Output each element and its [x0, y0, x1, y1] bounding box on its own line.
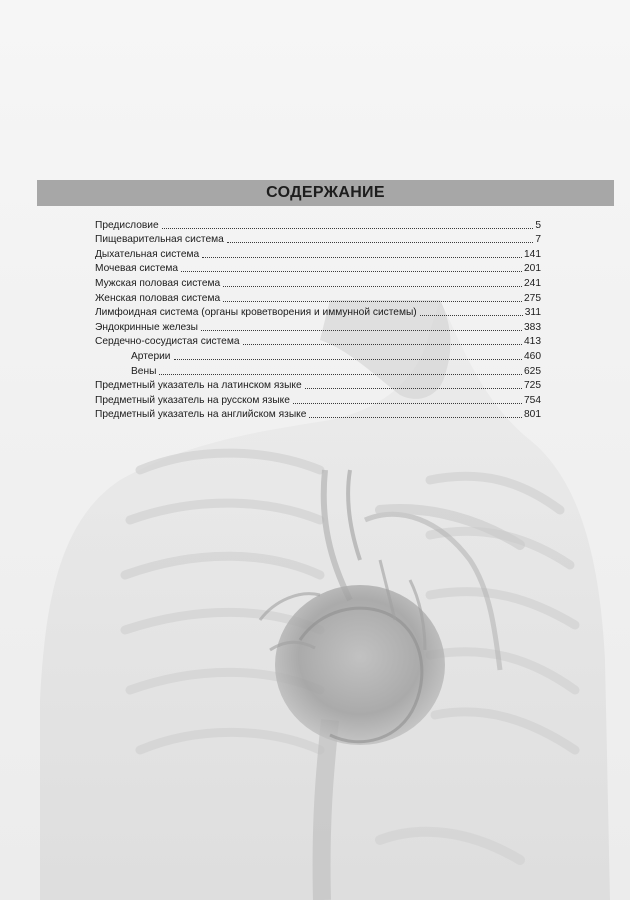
toc-leader-dots [227, 242, 534, 243]
toc-entry[interactable] [95, 407, 541, 422]
toc-leader-dots [305, 388, 522, 389]
toc-entry-label: Лимфоидная система (органы кроветворения и иммунной системы) [95, 307, 417, 319]
toc-entry[interactable] [95, 275, 541, 290]
toc-entry-page: 275 [524, 292, 541, 304]
toc-entry-page: 725 [524, 380, 541, 392]
toc-entry[interactable] [95, 334, 541, 349]
toc-entry[interactable] [95, 246, 541, 261]
toc-leader-dots [223, 301, 522, 302]
toc-entry-label: Вены [131, 365, 157, 377]
toc-entry-label: Сердечно-сосудистая система [95, 336, 240, 348]
toc-entry-page: 141 [524, 248, 541, 260]
toc-title: СОДЕРЖАНИЕ [266, 184, 385, 201]
toc-entry-page: 413 [524, 336, 541, 348]
toc-leader-dots [159, 374, 522, 375]
toc-entry[interactable] [95, 319, 541, 334]
toc-list [95, 217, 541, 421]
toc-subentry[interactable] [95, 348, 541, 363]
toc-leader-dots [309, 417, 522, 418]
toc-leader-dots [420, 315, 523, 316]
toc-entry-label: Мочевая система [95, 263, 179, 275]
toc-leader-dots [201, 330, 522, 331]
toc-leader-dots [293, 403, 522, 404]
toc-entry-label: Мужская половая система [95, 277, 221, 289]
toc-entry-page: 383 [524, 321, 541, 333]
toc-entry-label: Эндокринные железы [95, 321, 198, 333]
toc-entry[interactable] [95, 217, 541, 232]
toc-leader-dots [243, 344, 523, 345]
toc-entry[interactable] [95, 290, 541, 305]
toc-leader-dots [174, 359, 522, 360]
toc-leader-dots [223, 286, 522, 287]
toc-entry-label: Женская половая система [95, 292, 221, 304]
toc-entry-label: Предметный указатель на русском языке [95, 394, 290, 406]
toc-entry-page: 201 [524, 263, 541, 275]
toc-entry-label: Дыхательная система [95, 248, 200, 260]
toc-entry-page: 625 [524, 365, 541, 377]
toc-entry-page: 311 [524, 307, 541, 319]
toc-leader-dots [202, 257, 522, 258]
toc-entry-page: 460 [524, 350, 541, 362]
toc-entry[interactable] [95, 261, 541, 276]
toc-entry-label: Предисловие [95, 219, 159, 231]
toc-entry-label: Предметный указатель на латинском языке [95, 380, 302, 392]
toc-entry-page: 241 [524, 277, 541, 289]
toc-subentry[interactable] [95, 363, 541, 378]
toc-entry[interactable] [95, 378, 541, 393]
toc-header-band [37, 180, 614, 206]
toc-leader-dots [162, 228, 534, 229]
toc-entry-page: 5 [535, 219, 541, 231]
toc-entry-label: Артерии [131, 350, 171, 362]
toc-leader-dots [181, 271, 522, 272]
toc-entry-label: Предметный указатель на английском языке [95, 409, 307, 421]
toc-entry-page: 7 [535, 234, 541, 246]
toc-entry[interactable] [95, 232, 541, 247]
toc-entry[interactable] [95, 392, 541, 407]
aorta-descending [322, 720, 330, 900]
toc-entry-label: Пищеварительная система [95, 234, 224, 246]
toc-entry-page: 801 [524, 409, 541, 421]
toc-entry[interactable] [95, 305, 541, 320]
toc-entry-page: 754 [524, 394, 541, 406]
